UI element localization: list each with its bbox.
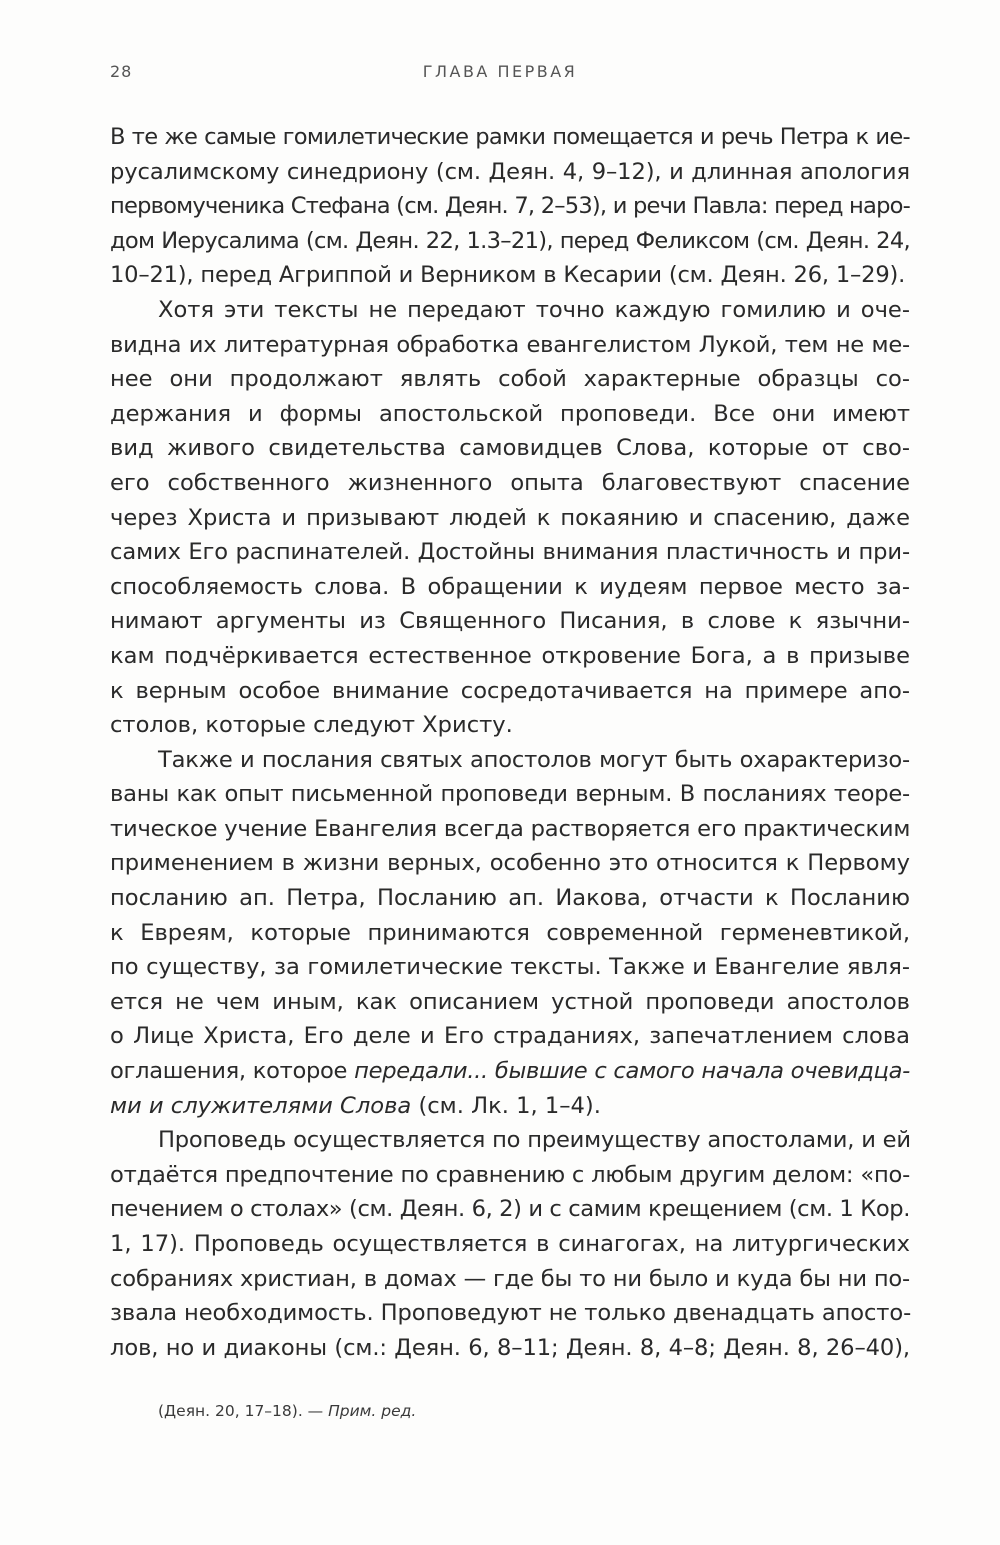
text-line: кам подчёркивается естественное откровение Бога, а в призыве xyxy=(110,642,910,669)
text-line: к верным особое внимание сосредотачивается на примере апо- xyxy=(110,677,910,704)
text-line: держания и формы апостольской проповеди. Все они имеют xyxy=(110,400,910,427)
text-line: посланию ап. Петра, Посланию ап. Иакова, отчасти к Посланию xyxy=(110,885,910,912)
text-normal: (см. Лк. 1, 1–4). xyxy=(411,1092,601,1119)
text-line: нее они продолжают являть собой характерные образцы со- xyxy=(110,366,910,393)
footnote xyxy=(158,1402,416,1420)
text-line: к Евреям, которые принимаются современной герменевтикой, xyxy=(110,919,910,946)
text-line: вид живого свидетельства самовидцев Слова, которые от сво- xyxy=(110,435,910,462)
text-line: видна их литературная обработка евангелистом Лукой, тем не ме- xyxy=(110,331,910,358)
text-line: лов, но и диаконы (см.: Деян. 6, 8–11; Деян. 8, 4–8; Деян. 8, 26–40), xyxy=(110,1334,910,1361)
text-line: о Лице Христа, Его деле и Его страданиях, запечатлением слова xyxy=(110,1023,910,1050)
chapter-title: ГЛАВА ПЕРВАЯ xyxy=(422,62,578,81)
page-number: 28 xyxy=(110,62,133,81)
text-line: дом Иерусалима (см. Деян. 22, 1.3–21), перед Феликсом (см. Деян. 24, xyxy=(110,227,910,254)
text-line: ется не чем иным, как описанием устной проповеди апостолов xyxy=(110,988,910,1015)
text-line: 1, 17). Проповедь осуществляется в синагогах, на литургических xyxy=(110,1231,910,1257)
text-italic: ми и служителями Слова xyxy=(110,1092,412,1119)
running-head xyxy=(110,62,890,88)
text-line: отдаётся предпочтение по сравнению с любым другим делом: «по- xyxy=(110,1161,911,1188)
text-italic: передали... бывшие с самого начала очевидца- xyxy=(354,1058,911,1085)
text-line: нимают аргументы из Священного Писания, в слове к язычни- xyxy=(110,608,910,635)
text-line: тическое учение Евангелия всегда растворяется его практическим xyxy=(110,815,911,842)
text-normal: оглашения, которое xyxy=(110,1058,355,1085)
text-line: самих Его распинателей. Достойны внимания пластичность и при- xyxy=(110,539,910,566)
footnote-editor-note: Прим. ред. xyxy=(328,1402,417,1420)
text-line xyxy=(110,1089,910,1124)
text-line: звала необходимость. Проповедуют не только двенадцать апосто- xyxy=(110,1300,912,1327)
text-line: ваны как опыт письменной проповеди верным. В посланиях теоре- xyxy=(110,781,910,808)
text-line: Хотя эти тексты не передают точно каждую гомилию и оче- xyxy=(158,296,910,323)
text-line: способляемость слова. В обращении к иудеям первое место за- xyxy=(110,573,910,600)
text-line: по существу, за гомилетические тексты. Также и Евангелие явля- xyxy=(110,954,910,981)
text-line: 10–21), перед Агриппой и Верником в Кесарии (см. Деян. 26, 1–29). xyxy=(110,262,906,289)
text-line: Проповедь осуществляется по преимуществу апостолами, и ей xyxy=(158,1127,911,1154)
footnote-text: (Деян. 20, 17–18). — xyxy=(158,1402,329,1420)
text-line: применением в жизни верных, особенно это относится к Первому xyxy=(110,850,910,877)
text-line: через Христа и призывают людей к покаянию и спасению, даже xyxy=(110,504,910,531)
text-line: первомученика Стефана (см. Деян. 7, 2–53), и речи Павла: перед наро- xyxy=(110,193,910,220)
text-line: печением о столах» (см. Деян. 6, 2) и с самим крещением (см. 1 Кор. xyxy=(110,1196,910,1223)
text-line: В те же самые гомилетические рамки помещается и речь Петра к ие- xyxy=(110,124,910,150)
text-line: его собственного жизненного опыта благовествуют спасение xyxy=(110,469,910,496)
text-line xyxy=(110,1054,910,1089)
body-text xyxy=(110,120,910,1365)
text-line: собраниях христиан, в домах — где бы то ни было и куда бы ни по- xyxy=(110,1265,910,1292)
text-line: Также и послания святых апостолов могут быть охарактеризо- xyxy=(158,746,910,773)
text-line: русалимскому синедриону (см. Деян. 4, 9–12), и длинная апология xyxy=(110,158,910,185)
text-line: столов, которые следуют Христу. xyxy=(110,712,513,739)
